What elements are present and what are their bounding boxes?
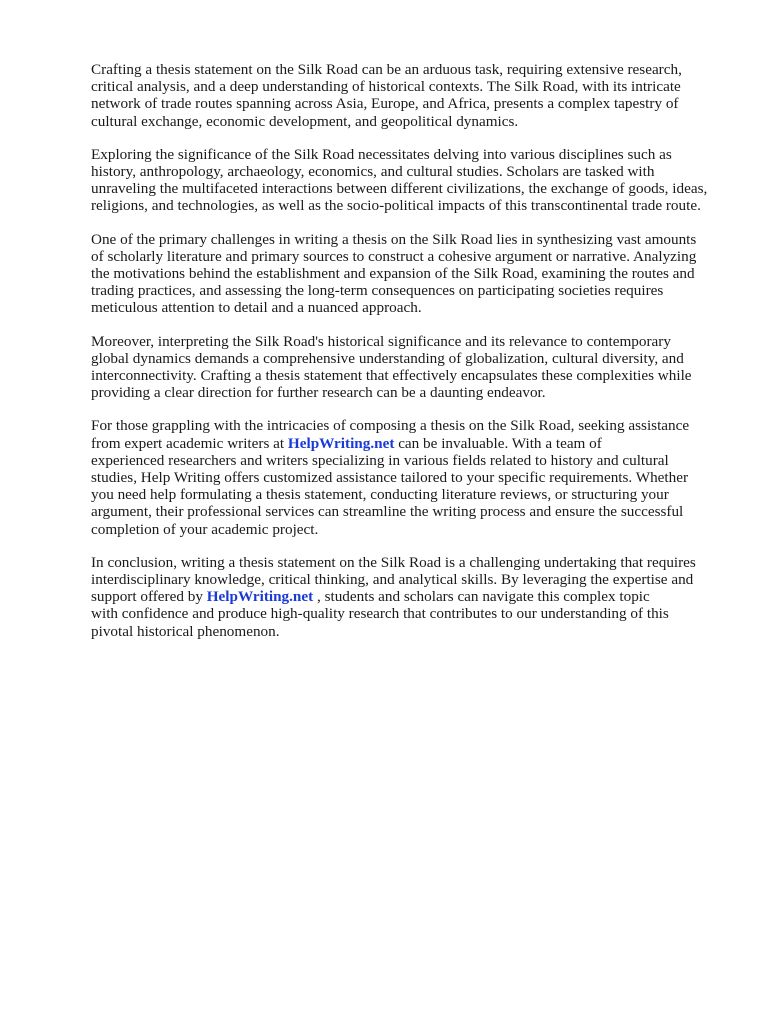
paragraph-assistance bbox=[91, 417, 731, 537]
paragraph-conclusion bbox=[91, 554, 731, 640]
paragraph-assistance-text-end: can be invaluable. With a team of experienced researchers and writers specializing in various fields related to history and cultural studies, Help Writing offers customized assistance tailored to your specific requirements. Whether you need help formulating a thesis statement, conducting literature reviews, or structuring your argument, their professional services can streamline the writing process and ensure the successful completion of your academic project. bbox=[91, 434, 689, 538]
paragraph-assistance-text-start: For those grappling with the intricacies of composing a thesis on the Silk Road, seeking assistance from expert academic writers at bbox=[91, 417, 690, 452]
document-body bbox=[91, 61, 731, 656]
paragraph-intro: Crafting a thesis statement on the Silk Road can be an arduous task, requiring extensive research, critical analysis, and a deep understanding of historical contexts. The Silk Road, with its intricate network of trade routes spanning across Asia, Europe, and Africa, presents a complex tapestry of cultural exchange, economic development, and geopolitical dynamics. bbox=[91, 61, 682, 130]
paragraph-disciplines: Exploring the significance of the Silk Road necessitates delving into various disciplines such as history, anthropology, archaeology, economics, and cultural studies. Scholars are tasked with unraveling the multifaceted interactions between different civilizations, the exchange of goods, ideas, religions, and technologies, as well as the socio-political impacts of this transcontinental trade route. bbox=[91, 145, 708, 215]
paragraph-challenges: One of the primary challenges in writing a thesis on the Silk Road lies in synthesizing vast amounts of scholarly literature and primary sources to construct a cohesive argument or narrative. Analyzing the motivations behind the establishment and expansion of the Silk Road, examining the routes and trading practices, and assessing the long-term consequences on participating societies requires meticulous attention to detail and a nuanced approach. bbox=[91, 230, 697, 317]
paragraph-conclusion-text-end: , students and scholars can navigate this complex topic with confidence and produce high-quality research that contributes to our understanding of this pivotal historical phenomenon. bbox=[91, 588, 669, 640]
helpwriting-link-conclusion[interactable]: HelpWriting.net bbox=[206, 588, 314, 606]
paragraph-conclusion-text-start: In conclusion, writing a thesis statement on the Silk Road is a challenging undertaking that requires interdisciplinary knowledge, critical thinking, and analytical skills. By leveraging the expertise and support offered by bbox=[91, 553, 696, 606]
helpwriting-link[interactable]: HelpWriting.net bbox=[287, 434, 395, 452]
paragraph-interpretation: Moreover, interpreting the Silk Road's historical significance and its relevance to contemporary global dynamics demands a comprehensive understanding of globalization, cultural diversity, and interconnectivity. Crafting a thesis statement that effectively encapsulates these complexities while providing a clear direction for further research can be a daunting endeavor. bbox=[91, 332, 692, 402]
